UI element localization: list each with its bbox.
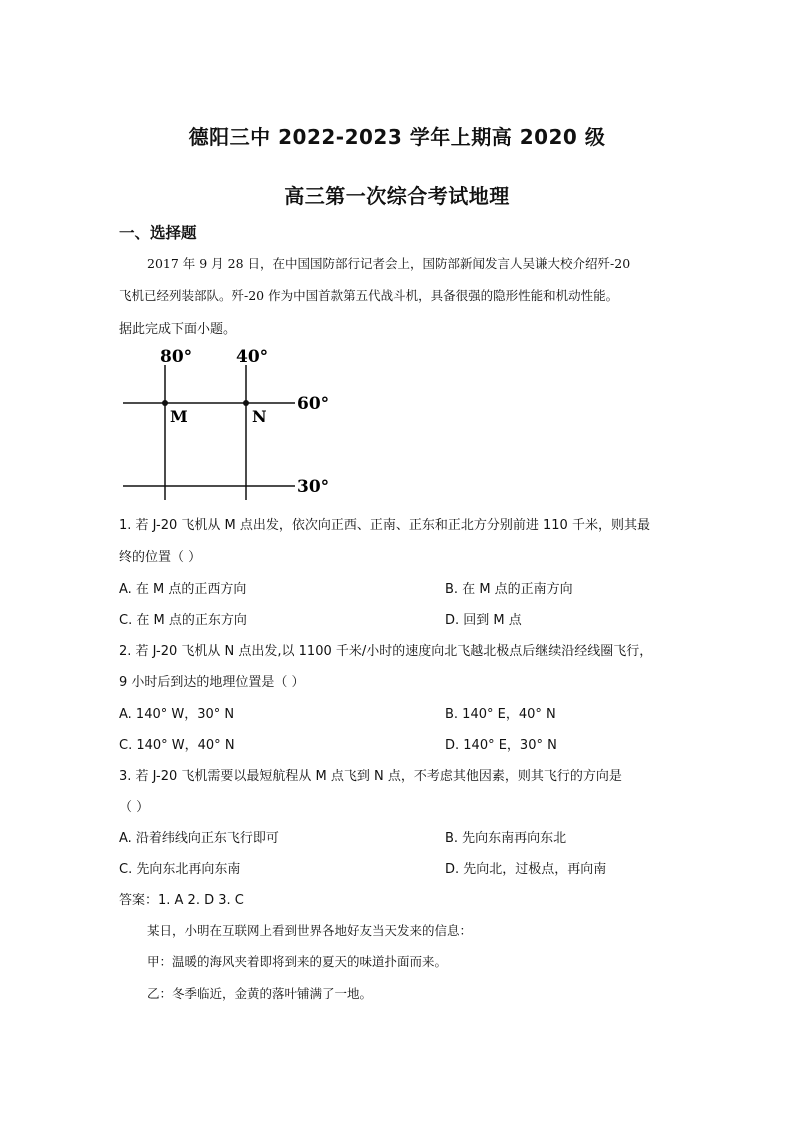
label-point-n: N [252,407,267,426]
point-n-dot [243,400,249,406]
q2-stem-line-1: 2. 若 J-20 飞机从 N 点出发,以 1100 千米/小时的速度向北飞越北极点后继续沿经线圈飞行， [119,644,653,659]
q1-option-b: B. 在 M 点的正南方向 [445,582,573,597]
answer-key: 答案：1. A 2. D 3. C [119,893,244,908]
q2-option-c: C. 140° W，40° N [119,738,235,753]
intro-line-2: 飞机已经列装部队。歼-20 作为中国首款第五代战斗机，具备很强的隐形性能和机动性能。 [119,288,619,303]
q1-stem-line-1: 1. 若 J-20 飞机从 M 点出发，依次向正西、正南、正东和正北方分别前进 110 千米，则其最 [119,518,650,533]
q1-option-a: A. 在 M 点的正西方向 [119,582,247,597]
q3-option-d: D. 先向北，过极点，再向南 [445,862,607,877]
section-heading: 一、选择题 [119,224,197,242]
q2-option-a: A. 140° W，30° N [119,707,235,722]
q3-stem-line-1: 3. 若 J-20 飞机需要以最短航程从 M 点飞到 N 点，不考虑其他因素，则其飞行的方向是 [119,769,622,784]
passage2-line-3: 乙：冬季临近，金黄的落叶铺满了一地。 [147,986,373,1001]
intro-line-3: 据此完成下面小题。 [119,322,237,337]
q2-stem-line-2: 9 小时后到达的地理位置是（ ） [119,675,305,690]
passage2-line-2: 甲：温暖的海风夹着即将到来的夏天的味道扑面而来。 [147,954,448,969]
q3-option-b: B. 先向东南再向东北 [445,831,567,846]
lat-lon-grid-diagram [120,340,340,505]
intro-line-1: 2017 年 9 月 28 日，在中国国防部行记者会上，国防部新闻发言人吴谦大校介绍歼-20 [147,256,631,271]
title-line-1: 德阳三中 2022-2023 学年上期高 2020 级 [188,125,606,149]
q1-option-d: D. 回到 M 点 [445,613,522,628]
q3-option-c: C. 先向东北再向东南 [119,862,241,877]
q3-option-a: A. 沿着纬线向正东飞行即可 [119,831,279,846]
label-point-m: M [170,407,188,426]
q3-stem-line-2: （ ） [119,800,150,815]
point-m-dot [162,400,168,406]
label-lon-40: 40° [236,347,269,367]
label-lat-30: 30° [297,477,330,497]
q1-option-c: C. 在 M 点的正东方向 [119,613,247,628]
q1-stem-line-2: 终的位置（ ） [119,550,202,565]
q2-option-b: B. 140° E，40° N [445,707,556,722]
passage2-line-1: 某日，小明在互联网上看到世界各地好友当天发来的信息： [147,923,473,938]
title-line-2: 高三第一次综合考试地理 [284,184,510,208]
label-lon-80: 80° [160,347,193,367]
label-lat-60: 60° [297,394,330,414]
q2-option-d: D. 140° E，30° N [445,738,557,753]
